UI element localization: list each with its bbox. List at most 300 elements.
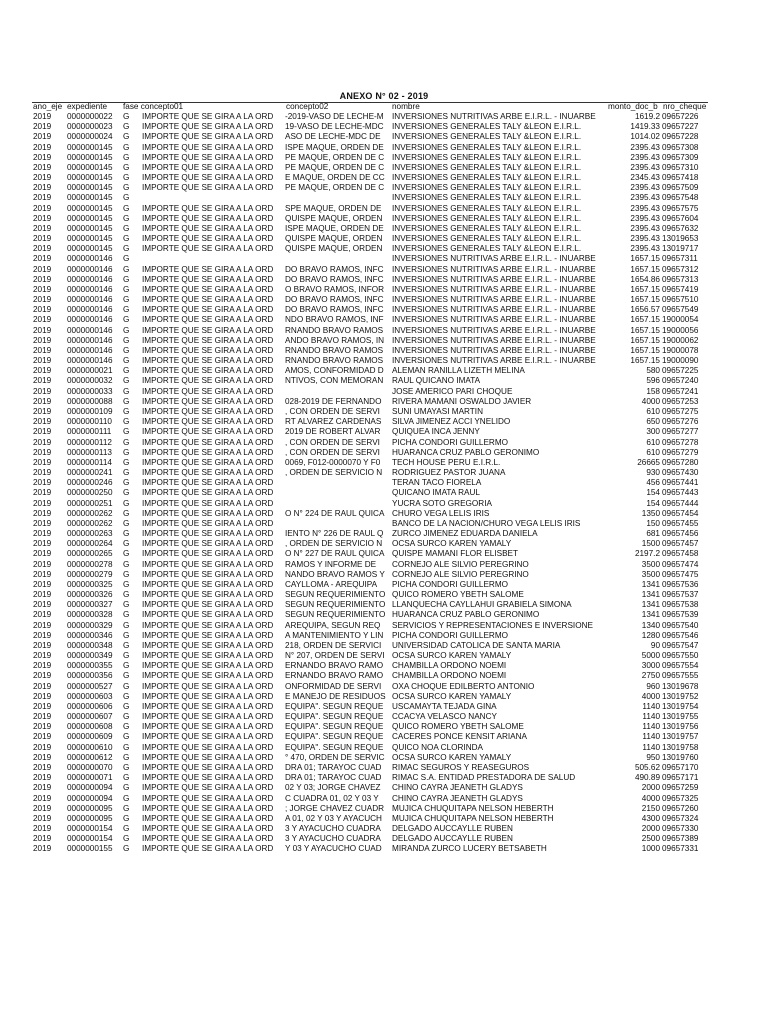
cell-cheque: 13019678 (662, 681, 699, 691)
header-fase: fase (123, 102, 139, 111)
cell-concepto02: DO BRAVO RAMOS, INFC (285, 264, 384, 274)
cell-concepto01: IMPORTE QUE SE GIRA A LA ORD (142, 701, 274, 711)
cell-ano-eje: 2019 (33, 529, 52, 539)
table-row (0, 488, 768, 498)
cell-cheque: 09657259 (662, 783, 699, 793)
cell-concepto01: IMPORTE QUE SE GIRA A LA ORD (142, 508, 274, 518)
cell-ano-eje: 2019 (33, 284, 52, 294)
cell-concepto01: IMPORTE QUE SE GIRA A LA ORD (142, 376, 274, 386)
cell-expediente: 0000000348 (67, 640, 113, 650)
cell-ano-eje: 2019 (33, 274, 52, 284)
cell-ano-eje: 2019 (33, 590, 52, 600)
cell-cheque: 09657312 (662, 264, 699, 274)
cell-cheque: 09657537 (662, 590, 699, 600)
table-row (0, 610, 768, 620)
cell-monto: 1657.15 (630, 254, 660, 264)
cell-concepto02: RAMOS Y INFORME DE (285, 559, 377, 569)
cell-ano-eje: 2019 (33, 142, 52, 152)
table-row (0, 529, 768, 539)
cell-cheque: 09657430 (662, 468, 699, 478)
table-row (0, 621, 768, 631)
cell-expediente: 0000000145 (67, 193, 113, 203)
cell-expediente: 0000000094 (67, 793, 113, 803)
cell-monto: 2395.43 (630, 244, 660, 254)
cell-expediente: 0000000146 (67, 345, 113, 355)
cell-concepto01: IMPORTE QUE SE GIRA A LA ORD (142, 549, 274, 559)
cell-nombre: INVERSIONES GENERALES TALY &LEON E.I.R.L. (392, 193, 582, 203)
cell-expediente: 0000000346 (67, 630, 113, 640)
cell-expediente: 0000000278 (67, 559, 113, 569)
cell-monto: 3500 (641, 569, 660, 579)
cell-expediente: 0000000146 (67, 264, 113, 274)
cell-monto: 2395.43 (630, 213, 660, 223)
cell-concepto02: RNANDO BRAVO RAMOS (285, 356, 384, 366)
cell-ano-eje: 2019 (33, 193, 52, 203)
cell-monto: 610 (646, 437, 660, 447)
cell-fase: G (123, 498, 130, 508)
cell-concepto02: 218, ORDEN DE SERVICI (285, 640, 382, 650)
cell-fase: G (123, 417, 130, 427)
cell-expediente: 0000000095 (67, 813, 113, 823)
cell-monto: 2395.43 (630, 183, 660, 193)
cell-concepto01: IMPORTE QUE SE GIRA A LA ORD (142, 325, 274, 335)
cell-monto: 1280 (641, 630, 660, 640)
cell-ano-eje: 2019 (33, 254, 52, 264)
cell-concepto01: IMPORTE QUE SE GIRA A LA ORD (142, 498, 274, 508)
cell-ano-eje: 2019 (33, 844, 52, 854)
cell-cheque: 09657240 (662, 376, 699, 386)
cell-fase: G (123, 183, 130, 193)
cell-fase: G (123, 274, 130, 284)
cell-concepto01: IMPORTE QUE SE GIRA A LA ORD (142, 559, 274, 569)
cell-concepto01: IMPORTE QUE SE GIRA A LA ORD (142, 691, 274, 701)
table-row (0, 315, 768, 325)
cell-concepto01: IMPORTE QUE SE GIRA A LA ORD (142, 468, 274, 478)
cell-ano-eje: 2019 (33, 152, 52, 162)
cell-concepto01: IMPORTE QUE SE GIRA A LA ORD (142, 457, 274, 467)
cell-ano-eje: 2019 (33, 335, 52, 345)
cell-ano-eje: 2019 (33, 478, 52, 488)
cell-cheque: 09657457 (662, 539, 699, 549)
table-row (0, 549, 768, 559)
cell-concepto01: IMPORTE QUE SE GIRA A LA ORD (142, 752, 274, 762)
cell-concepto01: IMPORTE QUE SE GIRA A LA ORD (142, 529, 274, 539)
cell-nombre: CORNEJO ALE SILVIO PEREGRINO (392, 559, 529, 569)
cell-concepto02: 3 Y AYACUCHO CUADRA (285, 834, 381, 844)
cell-nombre: INVERSIONES NUTRITIVAS ARBE E.I.R.L. - INUARBE (392, 356, 596, 366)
table-row (0, 743, 768, 753)
cell-concepto01: IMPORTE QUE SE GIRA A LA ORD (142, 803, 274, 813)
cell-ano-eje: 2019 (33, 315, 52, 325)
table-row (0, 570, 768, 580)
cell-expediente: 0000000612 (67, 752, 113, 762)
cell-fase: G (123, 305, 130, 315)
cell-concepto02: O N° 224 DE RAUL QUICA (285, 508, 385, 518)
cell-expediente: 0000000251 (67, 498, 113, 508)
cell-fase: G (123, 529, 130, 539)
cell-cheque: 09657546 (662, 630, 699, 640)
cell-nombre: QUIQUEA INCA JENNY (392, 427, 480, 437)
cell-concepto01: IMPORTE QUE SE GIRA A LA ORD (142, 244, 274, 254)
cell-nombre: INVERSIONES NUTRITIVAS ARBE E.I.R.L. - INUARBE (392, 274, 596, 284)
cell-ano-eje: 2019 (33, 223, 52, 233)
cell-nombre: JOSE AMERICO PARI CHOQUE (392, 386, 513, 396)
cell-fase: G (123, 661, 130, 671)
cell-nombre: DELGADO AUCCAYLLE RUBEN (392, 824, 513, 834)
table-row (0, 153, 768, 163)
cell-nombre: RODRIGUEZ PASTOR JUANA (392, 468, 506, 478)
cell-expediente: 0000000349 (67, 651, 113, 661)
cell-concepto02: 02 Y 03; JORGE CHAVEZ (285, 783, 381, 793)
cell-fase: G (123, 132, 130, 142)
cell-monto: 2000 (641, 783, 660, 793)
cell-fase: G (123, 651, 130, 661)
cell-concepto01: IMPORTE QUE SE GIRA A LA ORD (142, 813, 274, 823)
cell-monto: 1657.15 (630, 315, 660, 325)
cell-monto: 4000 (641, 793, 660, 803)
cell-nombre: CHINO CAYRA JEANETH GLADYS (392, 783, 523, 793)
cell-fase: G (123, 681, 130, 691)
table-row (0, 590, 768, 600)
table-row (0, 600, 768, 610)
table-row (0, 499, 768, 509)
cell-monto: 2500 (641, 834, 660, 844)
cell-nombre: DELGADO AUCCAYLLE RUBEN (392, 834, 513, 844)
cell-cheque: 09657313 (662, 274, 699, 284)
cell-monto: 490.89 (634, 773, 660, 783)
cell-concepto01: IMPORTE QUE SE GIRA A LA ORD (142, 681, 274, 691)
cell-cheque: 09657324 (662, 813, 699, 823)
cell-expediente: 0000000070 (67, 763, 113, 772)
cell-nombre: HUARANCA CRUZ PABLO GERONIMO (392, 610, 540, 620)
cell-cheque: 09657509 (662, 183, 699, 193)
cell-expediente: 0000000327 (67, 600, 113, 610)
cell-fase: G (123, 406, 130, 416)
cell-expediente: 0000000262 (67, 518, 113, 528)
cell-ano-eje: 2019 (33, 640, 52, 650)
table-row (0, 824, 768, 834)
cell-nombre: INVERSIONES GENERALES TALY &LEON E.I.R.L. (392, 183, 582, 193)
cell-concepto02: N° 207, ORDEN DE SERVI (285, 651, 385, 661)
cell-concepto02: RT ALVAREZ CARDENAS (285, 417, 382, 427)
cell-monto: 610 (646, 406, 660, 416)
cell-ano-eje: 2019 (33, 752, 52, 762)
cell-nombre: INVERSIONES GENERALES TALY &LEON E.I.R.L. (392, 244, 582, 254)
cell-monto: 1341 (641, 600, 660, 610)
cell-concepto02: ISPE MAQUE, ORDEN DE (285, 223, 384, 233)
cell-ano-eje: 2019 (33, 162, 52, 172)
table-row (0, 468, 768, 478)
cell-concepto02: ° 470, ORDEN DE SERVIC (285, 752, 385, 762)
table-row (0, 112, 768, 122)
cell-cheque: 09657330 (662, 824, 699, 834)
cell-concepto02: QUISPE MAQUE, ORDEN (285, 213, 383, 223)
table-row (0, 214, 768, 224)
cell-concepto02: EQUIPA". SEGUN REQUE (285, 742, 384, 752)
cell-concepto01: IMPORTE QUE SE GIRA A LA ORD (142, 396, 274, 406)
cell-fase: G (123, 803, 130, 813)
cell-monto: 681 (646, 529, 660, 539)
cell-concepto01: IMPORTE QUE SE GIRA A LA ORD (142, 203, 274, 213)
cell-expediente: 0000000145 (67, 203, 113, 213)
cell-concepto01: IMPORTE QUE SE GIRA A LA ORD (142, 234, 274, 244)
table-row (0, 580, 768, 590)
cell-cheque: 09657228 (662, 132, 699, 142)
table-row (0, 336, 768, 346)
cell-concepto01: IMPORTE QUE SE GIRA A LA ORD (142, 478, 274, 488)
cell-nombre: PICHA CONDORI GUILLERMO (392, 579, 509, 589)
cell-concepto01: IMPORTE QUE SE GIRA A LA ORD (142, 488, 274, 498)
cell-concepto02: E MAQUE, ORDEN DE CC (285, 173, 385, 183)
cell-concepto02: , CON ORDEN DE SERVI (285, 437, 380, 447)
cell-fase: G (123, 122, 130, 132)
cell-concepto01: IMPORTE QUE SE GIRA A LA ORD (142, 335, 274, 345)
cell-monto: 2395.43 (630, 142, 660, 152)
cell-cheque: 09657474 (662, 559, 699, 569)
cell-concepto02: 19-VASO DE LECHE-MDC (285, 122, 384, 132)
cell-concepto01: IMPORTE QUE SE GIRA A LA ORD (142, 518, 274, 528)
header-expediente: expediente (67, 102, 108, 111)
cell-cheque: 13019717 (662, 244, 699, 254)
cell-fase: G (123, 223, 130, 233)
cell-fase: G (123, 315, 130, 325)
cell-fase: G (123, 671, 130, 681)
cell-concepto02: E MANEJO DE RESIDUOS (285, 691, 386, 701)
cell-fase: G (123, 640, 130, 650)
cell-ano-eje: 2019 (33, 600, 52, 610)
cell-concepto02: EQUIPA". SEGUN REQUE (285, 732, 384, 742)
table-body (0, 112, 768, 855)
cell-expediente: 0000000610 (67, 742, 113, 752)
cell-fase: G (123, 793, 130, 803)
cell-cheque: 09657510 (662, 295, 699, 305)
cell-concepto01: IMPORTE QUE SE GIRA A LA ORD (142, 213, 274, 223)
cell-cheque: 09657253 (662, 396, 699, 406)
cell-cheque: 13019760 (662, 752, 699, 762)
cell-concepto02: ASO DE LECHE-MDC DE (285, 132, 381, 142)
cell-monto: 2345.43 (630, 173, 660, 183)
cell-nombre: QUICO ROMERO YBETH SALOME (392, 590, 524, 600)
cell-nombre: QUICO ROMERO YBETH SALOME (392, 722, 524, 732)
cell-concepto01: IMPORTE QUE SE GIRA A LA ORD (142, 437, 274, 447)
cell-fase: G (123, 447, 130, 457)
cell-concepto01: IMPORTE QUE SE GIRA A LA ORD (142, 844, 274, 854)
cell-fase: G (123, 345, 130, 355)
cell-fase: G (123, 763, 130, 772)
table-row (0, 814, 768, 824)
cell-concepto02: NANDO BRAVO RAMOS Y (285, 569, 385, 579)
cell-expediente: 0000000262 (67, 508, 113, 518)
cell-ano-eje: 2019 (33, 427, 52, 437)
cell-cheque: 09657275 (662, 406, 699, 416)
cell-fase: G (123, 559, 130, 569)
cell-ano-eje: 2019 (33, 508, 52, 518)
cell-monto: 650 (646, 417, 660, 427)
cell-concepto01: IMPORTE QUE SE GIRA A LA ORD (142, 305, 274, 315)
cell-fase: G (123, 518, 130, 528)
cell-expediente: 0000000094 (67, 783, 113, 793)
cell-cheque: 13019754 (662, 701, 699, 711)
cell-monto: 2150 (641, 803, 660, 813)
cell-fase: G (123, 142, 130, 152)
cell-concepto02: ANDO BRAVO RAMOS, IN (285, 335, 385, 345)
cell-nombre: OCSA SURCO KAREN YAMALY (392, 691, 512, 701)
cell-ano-eje: 2019 (33, 793, 52, 803)
cell-nombre: CCACYA VELASCO NANCY (392, 712, 497, 722)
cell-concepto01: IMPORTE QUE SE GIRA A LA ORD (142, 447, 274, 457)
table-row (0, 417, 768, 427)
cell-concepto01: IMPORTE QUE SE GIRA A LA ORD (142, 712, 274, 722)
cell-monto: 1657.15 (630, 264, 660, 274)
table-row (0, 834, 768, 844)
cell-concepto01: IMPORTE QUE SE GIRA A LA ORD (142, 183, 274, 193)
cell-fase: G (123, 712, 130, 722)
cell-fase: G (123, 732, 130, 742)
cell-monto: 1140 (642, 701, 660, 711)
cell-nombre: CHAMBILLA ORDONO NOEMI (392, 661, 507, 671)
cell-monto: 1341 (641, 590, 660, 600)
cell-nombre: INVERSIONES GENERALES TALY &LEON E.I.R.L. (392, 162, 582, 172)
cell-expediente: 0000000264 (67, 539, 113, 549)
cell-nombre: CACERES PONCE KENSIT ARIANA (392, 732, 527, 742)
table-row (0, 539, 768, 549)
cell-expediente: 0000000145 (67, 183, 113, 193)
cell-cheque: 19000054 (662, 315, 699, 325)
table-row (0, 783, 768, 793)
cell-monto: 1657.15 (630, 335, 660, 345)
cell-ano-eje: 2019 (33, 651, 52, 661)
cell-cheque: 09657550 (662, 651, 699, 661)
cell-cheque: 13019752 (662, 691, 699, 701)
cell-fase: G (123, 610, 130, 620)
cell-monto: 1341 (641, 579, 660, 589)
cell-monto: 1657.15 (630, 325, 660, 335)
cell-expediente: 0000000608 (67, 722, 113, 732)
cell-concepto01: IMPORTE QUE SE GIRA A LA ORD (142, 630, 274, 640)
cell-ano-eje: 2019 (33, 773, 52, 783)
cell-concepto02: NTIVOS, CON MEMORAN (285, 376, 384, 386)
cell-nombre: RIMAC S.A. ENTIDAD PRESTADORA DE SALUD (392, 773, 576, 783)
cell-concepto02: PE MAQUE, ORDEN DE C (285, 162, 385, 172)
cell-monto: 1014.02 (630, 132, 660, 142)
cell-ano-eje: 2019 (33, 834, 52, 844)
cell-nombre: INVERSIONES NUTRITIVAS ARBE E.I.R.L. - INUARBE (392, 284, 596, 294)
cell-concepto02: ERNANDO BRAVO RAMO (285, 671, 384, 681)
cell-expediente: 0000000023 (67, 122, 113, 132)
cell-ano-eje: 2019 (33, 457, 52, 467)
cell-monto: 2395.43 (630, 152, 660, 162)
header-nombre: nombre (392, 102, 420, 111)
cell-ano-eje: 2019 (33, 579, 52, 589)
table-row (0, 692, 768, 702)
cell-monto: 1140 (642, 742, 660, 752)
cell-expediente: 0000000146 (67, 295, 113, 305)
cell-fase: G (123, 478, 130, 488)
cell-concepto01: IMPORTE QUE SE GIRA A LA ORD (142, 640, 274, 650)
table-row (0, 763, 768, 773)
cell-nombre: SUNI UMAYASI MARTIN (392, 406, 483, 416)
cell-concepto02: DO BRAVO RAMOS, INFC (285, 295, 384, 305)
cell-fase: G (123, 234, 130, 244)
cell-fase: G (123, 366, 130, 376)
cell-monto: 154 (646, 498, 660, 508)
cell-nombre: RAUL QUICANO IMATA (392, 376, 481, 386)
cell-concepto02: PE MAQUE, ORDEN DE C (285, 183, 385, 193)
cell-monto: 960 (646, 681, 660, 691)
cell-nombre: RIVERA MAMANI OSWALDO JAVIER (392, 396, 532, 406)
cell-concepto02: , CON ORDEN DE SERVI (285, 447, 380, 457)
cell-ano-eje: 2019 (33, 406, 52, 416)
table-row (0, 285, 768, 295)
cell-monto: 930 (646, 468, 660, 478)
cell-concepto01: IMPORTE QUE SE GIRA A LA ORD (142, 274, 274, 284)
cell-cheque: 09657539 (662, 610, 699, 620)
table-row (0, 397, 768, 407)
cell-concepto02: 028-2019 DE FERNANDO (285, 396, 382, 406)
cell-fase: G (123, 295, 130, 305)
cell-cheque: 09657454 (662, 508, 699, 518)
cell-monto: 2000 (641, 824, 660, 834)
cell-ano-eje: 2019 (33, 244, 52, 254)
cell-monto: 2395.43 (630, 234, 660, 244)
header-concepto02: concepto02 (286, 102, 329, 111)
cell-ano-eje: 2019 (33, 722, 52, 732)
cell-cheque: 09657455 (662, 518, 699, 528)
cell-nombre: INVERSIONES NUTRITIVAS ARBE E.I.R.L. - INUARBE (392, 295, 596, 305)
cell-fase: G (123, 539, 130, 549)
cell-concepto01: IMPORTE QUE SE GIRA A LA ORD (142, 223, 274, 233)
cell-nombre: OXA CHOQUE EDILBERTO ANTONIO (392, 681, 535, 691)
cell-expediente: 0000000109 (67, 406, 113, 416)
header-ano-eje: ano_eje (33, 102, 63, 111)
cell-expediente: 0000000603 (67, 691, 113, 701)
cell-nombre: OCSA SURCO KAREN YAMALY (392, 651, 512, 661)
cell-nombre: QUISPE MAMANI FLOR ELISBET (392, 549, 519, 559)
cell-nombre: INVERSIONES NUTRITIVAS ARBE E.I.R.L. - INUARBE (392, 305, 596, 315)
cell-monto: 1500 (641, 539, 660, 549)
table-row (0, 234, 768, 244)
cell-nombre: INVERSIONES NUTRITIVAS ARBE E.I.R.L. - INUARBE (392, 254, 596, 264)
cell-concepto02: O BRAVO RAMOS, INFOR (285, 284, 385, 294)
cell-nombre: HUARANCA CRUZ PABLO GERONIMO (392, 447, 540, 457)
table-row (0, 661, 768, 671)
table-row (0, 509, 768, 519)
table-row (0, 132, 768, 142)
table-row (0, 682, 768, 692)
cell-fase: G (123, 173, 130, 183)
cell-ano-eje: 2019 (33, 132, 52, 142)
cell-expediente: 0000000356 (67, 671, 113, 681)
cell-nombre: INVERSIONES NUTRITIVAS ARBE E.I.R.L. - INUARBE (392, 264, 596, 274)
cell-cheque: 09657604 (662, 213, 699, 223)
cell-fase: G (123, 112, 130, 121)
cell-monto: 1350 (641, 508, 660, 518)
cell-monto: 456 (646, 478, 660, 488)
cell-nombre: TECH HOUSE PERU E.I.R.L. (392, 457, 501, 467)
cell-cheque: 19000062 (662, 335, 699, 345)
cell-fase: G (123, 620, 130, 630)
cell-ano-eje: 2019 (33, 417, 52, 427)
cell-cheque: 19000090 (662, 356, 699, 366)
cell-concepto01: IMPORTE QUE SE GIRA A LA ORD (142, 773, 274, 783)
cell-concepto02: QUISPE MAQUE, ORDEN (285, 234, 383, 244)
table-row (0, 641, 768, 651)
cell-ano-eje: 2019 (33, 671, 52, 681)
cell-concepto01: IMPORTE QUE SE GIRA A LA ORD (142, 386, 274, 396)
cell-fase: G (123, 335, 130, 345)
cell-fase: G (123, 396, 130, 406)
cell-fase: G (123, 630, 130, 640)
